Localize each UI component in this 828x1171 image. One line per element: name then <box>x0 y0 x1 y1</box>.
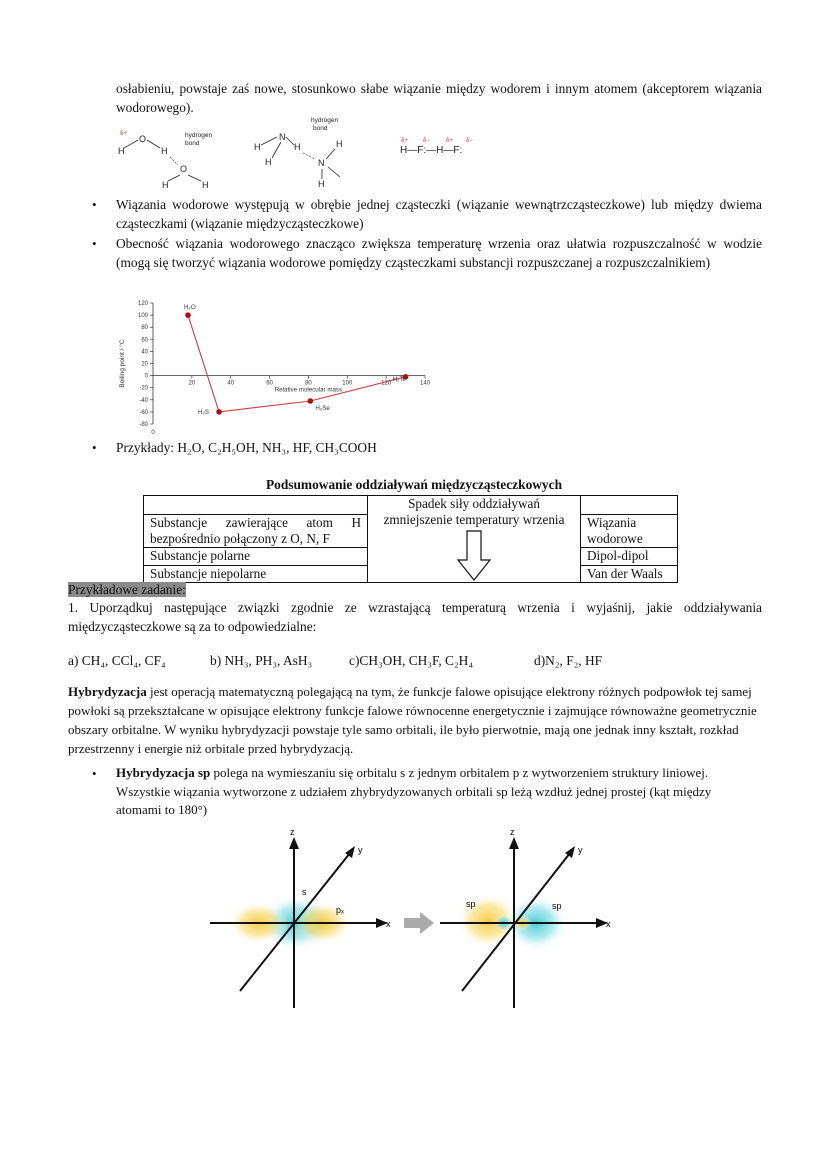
sp-orbital-figure <box>0 823 828 1013</box>
x-tick-label: 40 <box>227 380 235 387</box>
water-h1: H <box>118 146 125 156</box>
series-line <box>188 315 406 412</box>
y-tick-label: 40 <box>141 349 148 356</box>
x-tick-label: 140 <box>419 380 431 387</box>
task-label: Przykładowe zadanie: <box>68 582 186 597</box>
bullet-dot: • <box>92 236 97 251</box>
nh3-n2: N <box>318 158 325 168</box>
y-tick-label: 0 <box>144 373 148 380</box>
axis-y-label: y <box>358 845 363 855</box>
y-tick-label: 60 <box>141 337 148 344</box>
y-tick-label: 80 <box>141 325 148 332</box>
water-h4: H <box>202 180 209 190</box>
bullet-dot: • <box>92 766 97 781</box>
data-point-label: H₂O <box>183 304 196 312</box>
nh3-h5: H <box>318 179 325 189</box>
nh3-h3: H <box>265 157 272 167</box>
task-option-a: a) CH₄, CCl₄, CF₄ <box>68 653 166 668</box>
x-tick-label: 100 <box>342 380 353 387</box>
svg-text:δ−: δ− <box>466 138 473 144</box>
table-row-substance: Substancje niepolarne <box>144 565 368 582</box>
y-tick-label: -80 <box>139 422 148 428</box>
nh3-h1: H <box>254 142 261 152</box>
task-option-d: d)N₂, F₂, HF <box>534 653 603 668</box>
sp-paragraph: Hybrydyzacja sp polega na wymieszaniu się orbitalu s z jednym orbitalem p z wytworzeniem struktury liniowej. Wszystkie wiązania wytworzone z udziałem zhybrydyzowanych orbitali sp leżą wzdłuż jednej prostej (kąt między atomami to 180°) <box>116 765 712 817</box>
data-point-label: H₂Te <box>392 375 406 383</box>
down-arrow-icon <box>454 530 494 582</box>
data-point-label: H₂S <box>198 408 210 416</box>
data-point <box>185 312 191 318</box>
nh3-h2: H <box>294 142 301 152</box>
y-tick-label: -60 <box>139 409 148 416</box>
summary-title: Podsumowanie oddziaływań międzycząsteczkowych <box>265 477 563 492</box>
example-item: HF <box>292 440 309 455</box>
table-row-substance: Substancje polarne <box>144 548 368 565</box>
axis-x-label: x <box>386 919 391 929</box>
example-item: CH₃COOH <box>315 440 377 455</box>
water-delta: δ+ <box>120 131 127 137</box>
transform-arrow-icon <box>404 912 434 934</box>
data-point <box>308 398 314 404</box>
x-tick-label: 80 <box>305 380 312 387</box>
table-row-interaction: Wiązania wodorowe <box>581 515 678 548</box>
axis-y-label: y <box>578 845 583 855</box>
origin-label: 0 <box>151 430 155 436</box>
y-tick-label: 100 <box>137 313 148 320</box>
bullet-dot: • <box>92 197 97 212</box>
svg-text:δ+: δ+ <box>446 138 453 144</box>
summary-table <box>143 495 678 583</box>
arrow-header-cell <box>368 496 581 583</box>
hf-chain: H—F:—H—F: <box>400 145 463 156</box>
example-item: NH₃ <box>262 440 287 455</box>
hybrid-term: Hybrydyzacja <box>68 684 147 699</box>
arrow-header-line1: Spadek siły oddziaływań <box>408 496 540 511</box>
data-point <box>216 409 222 415</box>
water-h2: H <box>161 146 168 156</box>
s-label: s <box>302 887 307 897</box>
nh3-h4: H <box>336 139 343 149</box>
y-tick-label: -40 <box>139 397 148 404</box>
nh3-n1: N <box>279 132 286 142</box>
task-question: 1. Uporządkuj następujące związki zgodnie ze wzrastającą temperaturą wrzenia i wyjaśnij, jakie oddziaływania międzycząsteczkowe są za to odpowiedzialne: <box>68 600 762 634</box>
y-tick-label: -20 <box>139 385 148 392</box>
bullet-dot: • <box>92 440 97 455</box>
sp-right-label: sp <box>552 901 562 911</box>
px-label: pₓ <box>336 905 344 915</box>
table-row-interaction: Van der Waals <box>581 565 678 582</box>
task-option-b: b) NH₃, PH₃, AsH₃ <box>210 653 313 668</box>
svg-text:δ−: δ− <box>423 138 430 144</box>
bullet-text-1: Wiązania wodorowe występują w obrębie jednej cząsteczki (wiązanie wewnątrzcząsteczkowe) lub między dwiema cząsteczkami (wiązanie międzycząsteczkowe) <box>116 197 762 231</box>
y-tick-label: 20 <box>141 361 148 368</box>
x-tick-label: 20 <box>188 380 196 387</box>
example-item: H₂O <box>177 440 202 455</box>
axis-x-label: x <box>606 919 611 929</box>
examples-label: Przykłady: <box>116 440 175 455</box>
hbond-label-1a: hydrogen <box>185 132 213 139</box>
hbond-label-1b: bond <box>185 140 200 147</box>
example-item: C₂H₅OH <box>208 440 256 455</box>
x-tick-label: 120 <box>381 380 392 387</box>
hbond-label-2a: hydrogen <box>311 117 339 124</box>
hbond-label-2b: bond <box>313 125 328 132</box>
hydrogen-bond-figure <box>0 115 828 195</box>
examples-line: Przykłady: H₂O, C₂H₅OH, NH₃, HF, CH₃COOH <box>116 440 377 455</box>
table-cell <box>581 496 678 515</box>
data-point-label: H₂Se <box>315 405 330 413</box>
task-option-c: c)CH₃OH, CH₃F, C₂H₄ <box>349 653 473 668</box>
y-axis-label: Boiling point / °C <box>119 339 126 388</box>
water-o1: O <box>139 134 147 144</box>
sp-left-label: sp <box>466 899 476 909</box>
y-tick-label: 120 <box>137 301 148 307</box>
svg-text:δ+: δ+ <box>401 138 408 144</box>
water-o2: O <box>180 164 188 174</box>
table-cell <box>144 496 368 515</box>
arrow-header-line2: zmniejszenie temperatury wrzenia <box>383 512 565 527</box>
boiling-point-chart <box>115 297 445 437</box>
table-row-interaction: Dipol-dipol <box>581 548 678 565</box>
table-row-substance: Substancje zawierające atom H bezpośrednio połączony z O, N, F <box>144 515 368 548</box>
hybrid-paragraph: Hybrydyzacja jest operacją matematyczną polegającą na tym, że funkcje falowe opisujące elektrony różnych podpowłok tej samej powłoki są przekształcane w opisujące elektrony funkcje falowe równocenne energetycznie i zajmujące równoważne geometrycznie obszary orbitalne. W wyniku hybrydyzacji powstaje tyle samo orbitali, ile było pierwotnie, mają one jednak inny kształt, rozkład przestrzenny i energie niż orbitale przed hybrydyzacją. <box>68 684 757 756</box>
x-axis-label: Relative molecular mass <box>274 386 343 394</box>
axis-z-label: z <box>290 827 295 837</box>
intro-paragraph: osłabieniu, powstaje zaś nowe, stosunkowo słabe wiązanie między wodorem i innym atomem (akceptorem wiązania wodorowego). <box>116 81 762 115</box>
x-tick-label: 60 <box>266 380 273 387</box>
water-h3: H <box>162 180 169 190</box>
axis-z-label: z <box>510 827 515 837</box>
sp-term: Hybrydyzacja sp <box>116 765 211 780</box>
bullet-text-2: Obecność wiązania wodorowego znacząco zwiększa temperaturę wrzenia oraz ułatwia rozpuszczalność w wodzie (mogą się tworzyć wiązania wodorowe pomiędzy cząsteczkami substancji rozpuszczanej a rozpuszczalnikiem) <box>116 236 762 270</box>
